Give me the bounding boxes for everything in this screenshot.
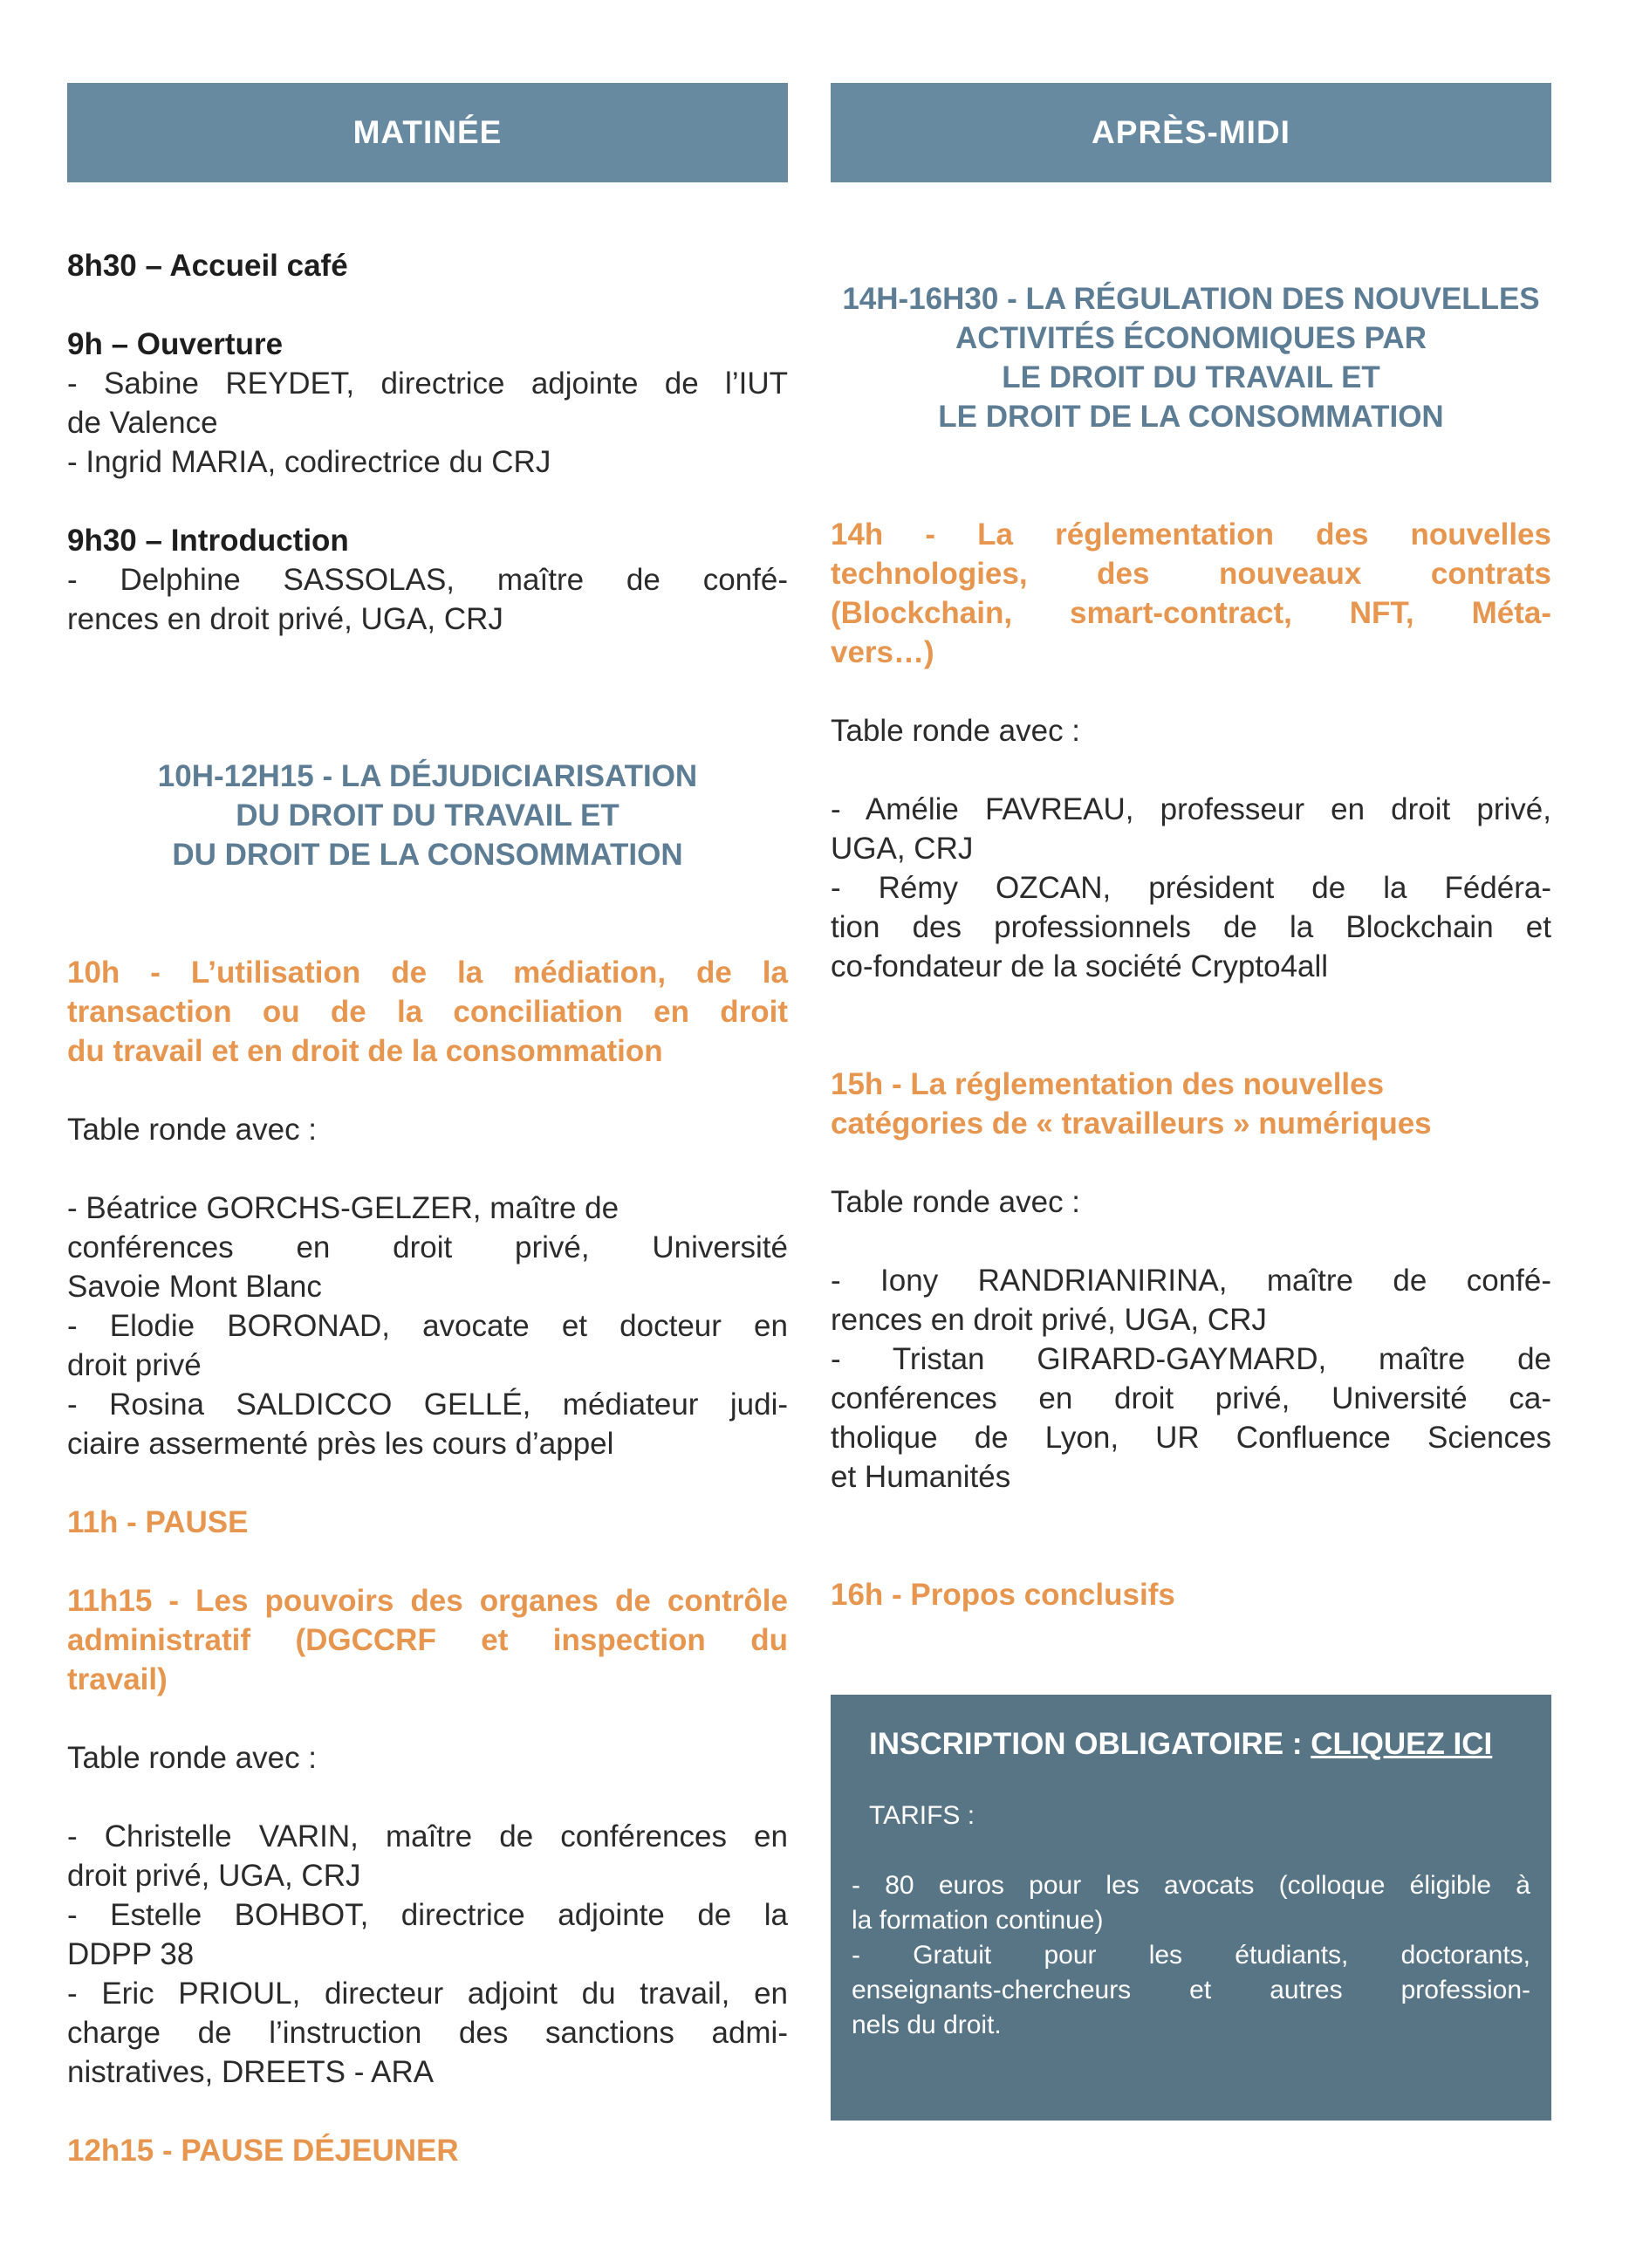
talk1-title-line: technologies, des nouveaux contrats — [831, 557, 1551, 591]
talk1-title-line: vers…) — [831, 635, 934, 669]
speaker-line: - Christelle VARIN, maître de conférences en — [67, 1819, 788, 1853]
speaker-line: conférences en droit privé, Université — [67, 1230, 788, 1264]
speaker-line: rences en droit privé, UGA, CRJ — [831, 1303, 1267, 1337]
tarif-line: - 80 euros pour les avocats (colloque éligible à — [852, 1871, 1530, 1900]
ouverture-line: de Valence — [67, 406, 218, 440]
tarif-line: nels du droit. — [852, 2011, 1002, 2039]
afternoon-header: APRÈS-MIDI — [831, 83, 1551, 182]
inscription-title-text: INSCRIPTION OBLIGATOIRE : — [869, 1727, 1311, 1761]
speaker-line: charge de l’instruction des sanctions admi- — [67, 2016, 788, 2050]
table-ronde-label: Table ronde avec : — [831, 1185, 1081, 1219]
accueil-title: 8h30 – Accueil café — [67, 249, 348, 283]
speaker-line: tion des professionnels de la Blockchain et — [831, 910, 1551, 944]
speaker-line: - Rémy OZCAN, président de la Fédéra- — [831, 871, 1551, 905]
speaker-line: DDPP 38 — [67, 1937, 195, 1971]
talk1-title-line: 10h - L’utilisation de la médiation, de la — [67, 956, 788, 990]
morning-header: MATINÉE — [67, 83, 788, 182]
talk2-title-line: administratif (DGCCRF et inspection du — [67, 1623, 788, 1657]
speaker-line: - Tristan GIRARD-GAYMARD, maître de — [831, 1342, 1551, 1376]
tarif-line: la formation continue) — [852, 1906, 1104, 1935]
section-title-line: ACTIVITÉS ÉCONOMIQUES PAR — [955, 321, 1427, 355]
table-ronde-label: Table ronde avec : — [831, 714, 1081, 748]
register-link[interactable]: CLIQUEZ ICI — [1311, 1727, 1493, 1761]
speaker-line: et Humanités — [831, 1460, 1011, 1494]
intro-title: 9h30 – Introduction — [67, 524, 349, 558]
ouverture-line: - Ingrid MARIA, codirectrice du CRJ — [67, 445, 551, 479]
speaker-line: UGA, CRJ — [831, 832, 974, 866]
talk2-title-line: 15h - La réglementation des nouvelles — [831, 1067, 1385, 1101]
speaker-line: co-fondateur de la société Crypto4all — [831, 949, 1329, 983]
speaker-line: tholique de Lyon, UR Confluence Sciences — [831, 1421, 1551, 1455]
speaker-line: Savoie Mont Blanc — [67, 1270, 322, 1304]
talk1-title-line: du travail et en droit de la consommation — [67, 1034, 663, 1068]
morning-column — [67, 83, 788, 2170]
conclusion-label: 16h - Propos conclusifs — [831, 1578, 1175, 1612]
speaker-line: - Rosina SALDICCO GELLÉ, médiateur judi- — [67, 1388, 788, 1422]
pause-label: 11h - PAUSE — [67, 1505, 249, 1539]
speaker-line: nistratives, DREETS - ARA — [67, 2055, 435, 2089]
talk1-title-line: 14h - La réglementation des nouvelles — [831, 517, 1551, 552]
speaker-line: - Béatrice GORCHS-GELZER, maître de — [67, 1191, 619, 1225]
talk1-title-line: transaction ou de la conciliation en droit — [67, 995, 788, 1029]
speaker-line: - Estelle BOHBOT, directrice adjointe de la — [67, 1898, 788, 1932]
inscription-box — [831, 1695, 1551, 2121]
speaker-line: conférences en droit privé, Université ca- — [831, 1381, 1551, 1415]
speaker-line: ciaire assermenté près les cours d’appel — [67, 1427, 614, 1461]
section-title-line: LE DROIT DU TRAVAIL ET — [1002, 360, 1380, 394]
talk2-title-line: travail) — [67, 1662, 168, 1696]
speaker-line: - Eric PRIOUL, directeur adjoint du travail, en — [67, 1977, 788, 2011]
ouverture-title: 9h – Ouverture — [67, 327, 284, 361]
tarifs-label: TARIFS : — [869, 1801, 975, 1830]
section-title-line: LE DROIT DE LA CONSOMMATION — [938, 400, 1444, 434]
table-ronde-label: Table ronde avec : — [67, 1113, 318, 1147]
talk2-title-line: 11h15 - Les pouvoirs des organes de contrôle — [67, 1584, 788, 1618]
speaker-line: droit privé — [67, 1348, 202, 1382]
section-title-line: DU DROIT DU TRAVAIL ET — [236, 798, 619, 833]
ouverture-line: - Sabine REYDET, directrice adjointe de l’IUT — [67, 367, 788, 401]
intro-line: - Delphine SASSOLAS, maître de confé- — [67, 563, 788, 597]
intro-line: rences en droit privé, UGA, CRJ — [67, 602, 503, 636]
afternoon-column — [831, 83, 1551, 1614]
speaker-line: - Iony RANDRIANIRINA, maître de confé- — [831, 1264, 1551, 1298]
section-title-line: 10H-12H15 - LA DÉJUDICIARISATION — [157, 759, 698, 793]
section-title-line: 14H-16H30 - LA RÉGULATION DES NOUVELLES — [842, 282, 1540, 316]
inscription-title — [852, 1724, 1530, 1764]
talk2-title-line: catégories de « travailleurs » numériques — [831, 1107, 1432, 1141]
table-ronde-label: Table ronde avec : — [67, 1741, 318, 1775]
talk1-title-line: (Blockchain, smart-contract, NFT, Méta- — [831, 596, 1551, 630]
speaker-line: - Amélie FAVREAU, professeur en droit privé, — [831, 792, 1551, 826]
speaker-line: - Elodie BORONAD, avocate et docteur en — [67, 1309, 788, 1343]
speaker-line: droit privé, UGA, CRJ — [67, 1859, 361, 1893]
tarif-line: - Gratuit pour les étudiants, doctorants, — [852, 1941, 1530, 1970]
tarif-line: enseignants-chercheurs et autres profession- — [852, 1976, 1530, 2004]
lunch-label: 12h15 - PAUSE DÉJEUNER — [67, 2134, 459, 2168]
section-title-line: DU DROIT DE LA CONSOMMATION — [172, 838, 683, 872]
